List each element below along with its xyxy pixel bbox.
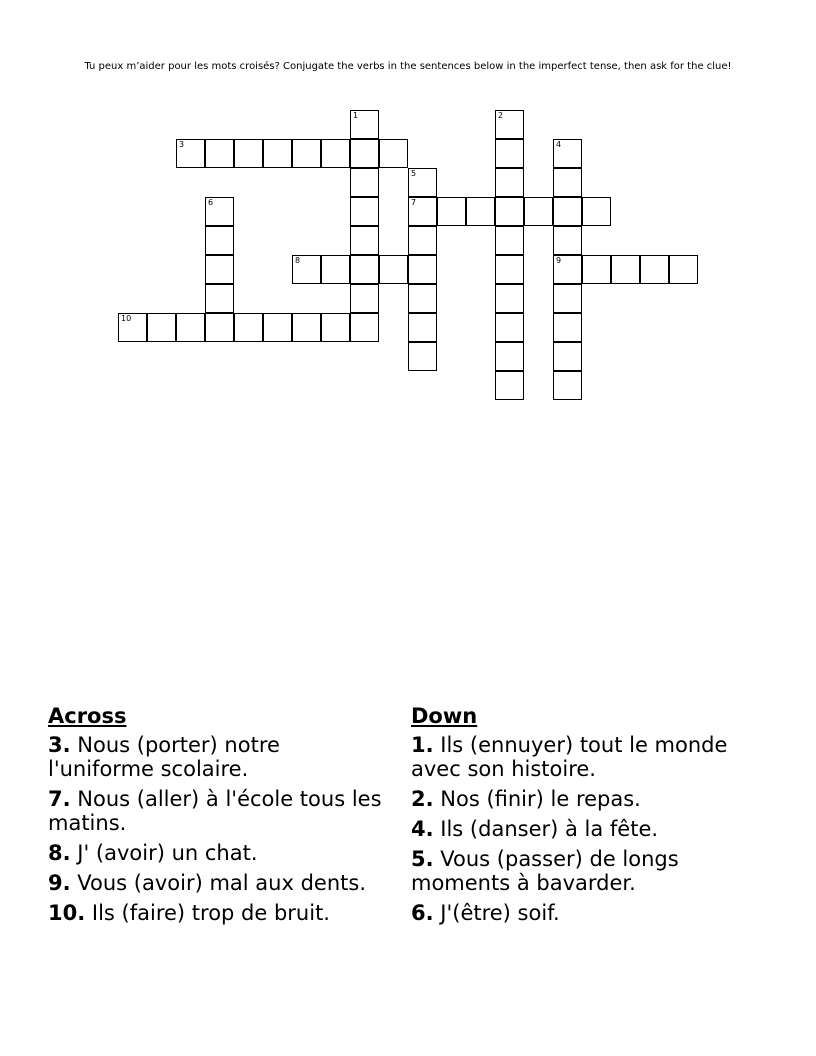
across-heading: Across [48,704,127,728]
crossword-cell[interactable] [234,313,263,342]
crossword-cell[interactable] [350,139,379,168]
across-clue-10 [48,901,388,925]
clue-text: Vous (passer) de longs moments à bavarder. [411,847,679,895]
crossword-cell[interactable] [524,197,553,226]
crossword-cell[interactable] [321,313,350,342]
crossword-cell[interactable] [176,313,205,342]
clue-number: 2. [411,787,434,811]
crossword-cell[interactable] [553,313,582,342]
crossword-cell[interactable] [495,197,524,226]
crossword-cell[interactable] [553,255,582,284]
cell-number: 4 [556,140,562,149]
crossword-cell[interactable] [553,284,582,313]
crossword-cell[interactable] [495,284,524,313]
crossword-cell[interactable] [205,139,234,168]
crossword-cell[interactable] [495,371,524,400]
crossword-cell[interactable] [176,139,205,168]
crossword-cell[interactable] [205,226,234,255]
cell-number: 5 [411,169,417,178]
across-clue-7 [48,787,388,835]
clue-text: J'(être) soif. [440,901,560,925]
clue-number: 5. [411,847,434,871]
crossword-cell[interactable] [408,168,437,197]
clue-number: 7. [48,787,71,811]
clue-text: Ils (ennuyer) tout le monde avec son histoire. [411,733,728,781]
crossword-cell[interactable] [350,197,379,226]
crossword-cell[interactable] [495,110,524,139]
down-clues [411,703,751,931]
crossword-cell[interactable] [292,313,321,342]
crossword-cell[interactable] [408,226,437,255]
clue-text: Nous (porter) notre l'uniforme scolaire. [48,733,280,781]
down-heading: Down [411,704,478,728]
crossword-cell[interactable] [350,313,379,342]
crossword-cell[interactable] [205,197,234,226]
crossword-cell[interactable] [205,284,234,313]
crossword-cell[interactable] [205,313,234,342]
clue-number: 9. [48,871,71,895]
crossword-cell[interactable] [466,197,495,226]
crossword-cell[interactable] [553,197,582,226]
crossword-cell[interactable] [147,313,176,342]
clue-text: J' (avoir) un chat. [77,841,258,865]
crossword-cell[interactable] [350,284,379,313]
crossword-cell[interactable] [350,168,379,197]
crossword-cell[interactable] [408,313,437,342]
intro-text: Tu peux m’aider pour les mots croisés? Conjugate the verbs in the sentences below in the imperfect tense, then ask for the clue! [84,61,732,72]
crossword-cell[interactable] [205,255,234,284]
crossword-cell[interactable] [321,139,350,168]
cell-number: 3 [179,140,185,149]
crossword-cell[interactable] [553,139,582,168]
clue-number: 8. [48,841,71,865]
crossword-cell[interactable] [263,139,292,168]
crossword-cell[interactable] [379,255,408,284]
down-clue-5 [411,847,751,895]
crossword-cell[interactable] [495,313,524,342]
clue-text: Vous (avoir) mal aux dents. [77,871,366,895]
clue-number: 6. [411,901,434,925]
down-clue-2 [411,787,751,811]
clue-number: 3. [48,733,71,757]
down-clue-1 [411,733,751,781]
cell-number: 10 [121,314,132,323]
clue-text: Ils (faire) trop de bruit. [91,901,330,925]
cell-number: 7 [411,198,417,207]
crossword-cell[interactable] [495,226,524,255]
crossword-cell[interactable] [495,168,524,197]
crossword-cell[interactable] [640,255,669,284]
crossword-cell[interactable] [350,255,379,284]
crossword-cell[interactable] [669,255,698,284]
crossword-cell[interactable] [495,255,524,284]
crossword-cell[interactable] [408,197,437,226]
crossword-cell[interactable] [408,284,437,313]
clue-number: 1. [411,733,434,757]
down-clue-4 [411,817,751,841]
crossword-cell[interactable] [582,255,611,284]
crossword-cell[interactable] [408,255,437,284]
cell-number: 8 [295,256,301,265]
cell-number: 9 [556,256,562,265]
crossword-cell[interactable] [495,342,524,371]
crossword-cell[interactable] [553,371,582,400]
crossword-cell[interactable] [408,342,437,371]
cell-number: 2 [498,111,504,120]
cell-number: 1 [353,111,359,120]
crossword-cell[interactable] [234,139,263,168]
clue-number: 10. [48,901,86,925]
crossword-cell[interactable] [292,139,321,168]
clue-number: 4. [411,817,434,841]
crossword-cell[interactable] [437,197,466,226]
crossword-cell[interactable] [118,313,147,342]
crossword-cell[interactable] [553,168,582,197]
crossword-cell[interactable] [350,110,379,139]
clue-text: Ils (danser) à la fête. [440,817,659,841]
across-clue-9 [48,871,388,895]
crossword-cell[interactable] [495,139,524,168]
cell-number: 6 [208,198,214,207]
across-clue-3 [48,733,388,781]
down-clue-6 [411,901,751,925]
crossword-cell[interactable] [321,255,350,284]
clue-text: Nos (finir) le repas. [440,787,641,811]
crossword-cell[interactable] [379,139,408,168]
crossword-cell[interactable] [553,342,582,371]
crossword-cell[interactable] [582,197,611,226]
clue-text: Nous (aller) à l'école tous les matins. [48,787,382,835]
crossword-cell[interactable] [553,226,582,255]
crossword-cell[interactable] [292,255,321,284]
crossword-cell[interactable] [350,226,379,255]
crossword-cell[interactable] [611,255,640,284]
crossword-grid [0,0,816,420]
across-clues [48,703,388,931]
crossword-cell[interactable] [263,313,292,342]
across-clue-8 [48,841,388,865]
